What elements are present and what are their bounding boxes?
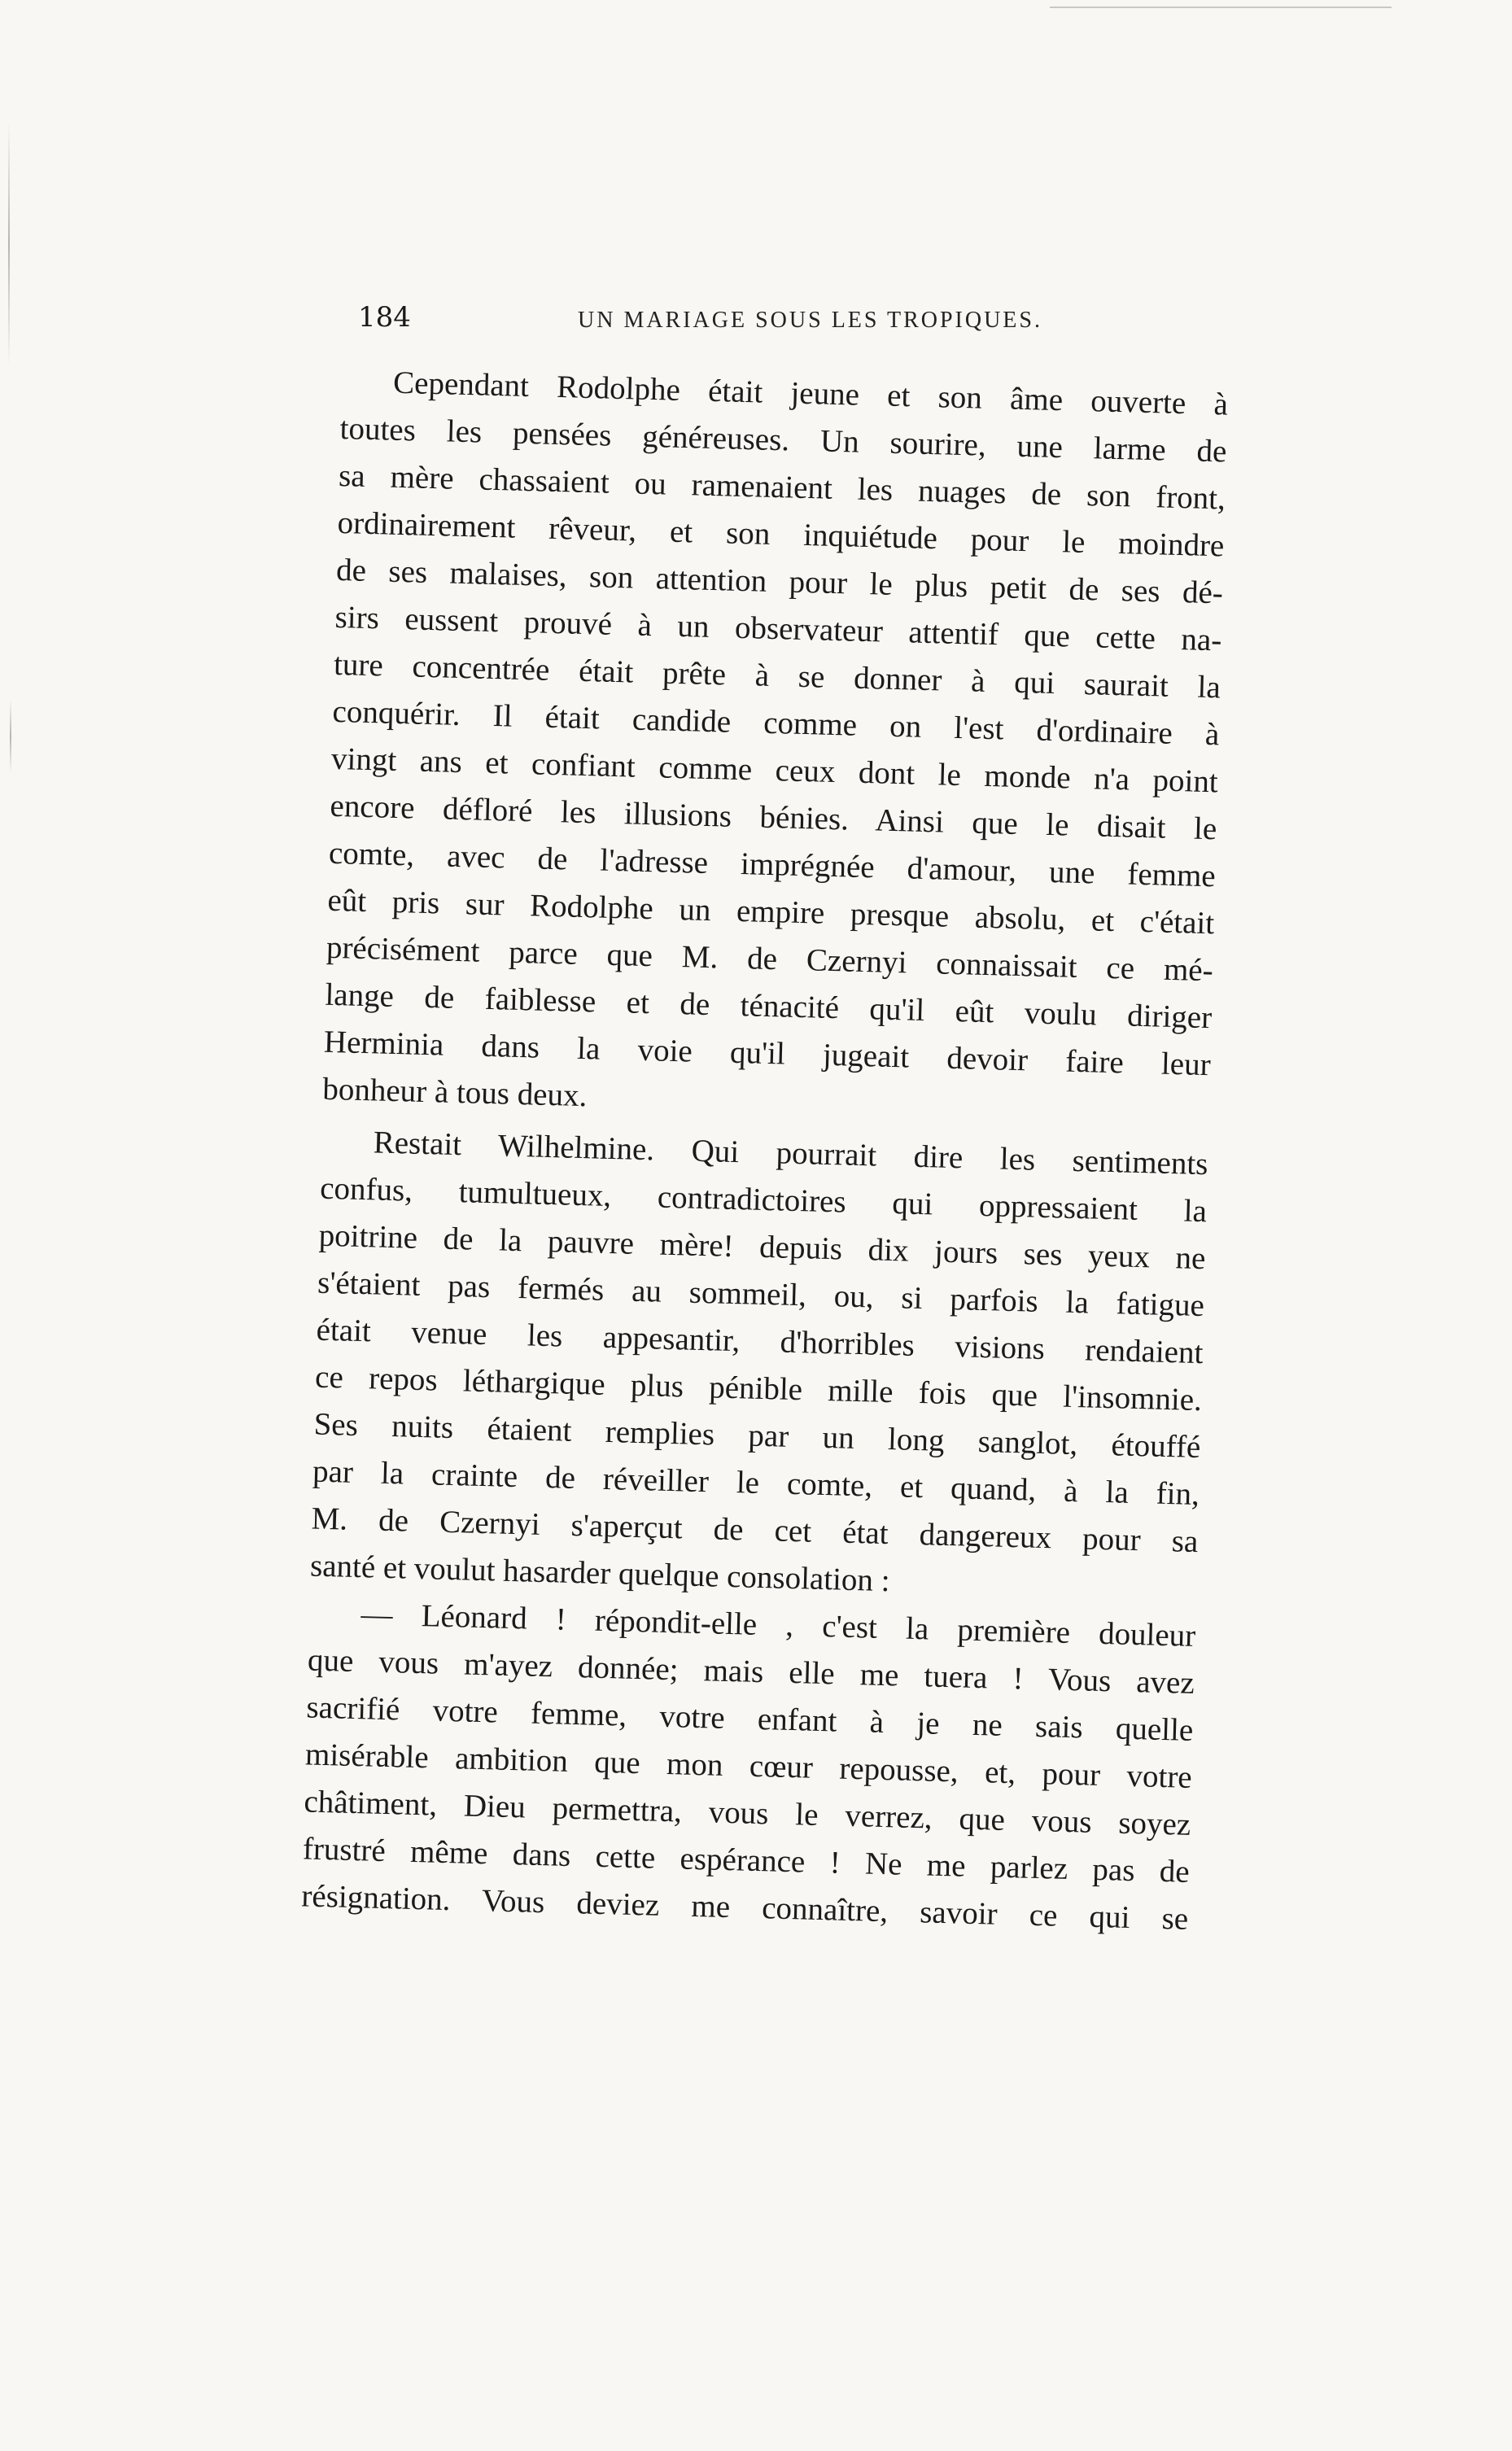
text-line: sacrifié votre femme, votre enfant à je ne sais quelle: [306, 1689, 1194, 1748]
text-line: frustré même dans cette espérance ! Ne me parlez pas de: [302, 1831, 1191, 1890]
body-text: [301, 358, 1229, 1943]
text-line: encore défloré les illusions bénies. Ainsi que le disait le: [330, 788, 1217, 847]
text-line: châtiment, Dieu permettra, vous le verrez, que vous soyez: [303, 1784, 1191, 1842]
text-line: M. de Czernyi s'aperçut de cet état dangereux pour sa: [311, 1501, 1199, 1560]
text-line: de ses malaises, son attention pour le plus petit de ses dé-: [335, 552, 1224, 611]
text-line: que vous m'ayez donnée; mais elle me tuera ! Vous avez: [307, 1642, 1195, 1701]
text-line: — Léonard ! répondit-elle , c'est la première douleur: [361, 1597, 1196, 1654]
text-line: était venue les appesantir, d'horribles visions rendaient: [316, 1312, 1204, 1371]
text-line: misérable ambition que mon cœur repousse, et, pour votre: [304, 1737, 1193, 1795]
text-line: ture concentrée était prête à se donner à qui saurait la: [333, 646, 1221, 706]
left-margin-mark: [8, 122, 10, 366]
text-line: toutes les pensées généreuses. Un sourire, une larme de: [339, 410, 1227, 470]
text-line: ordinairement rêveur, et son inquiétude pour le moindre: [337, 505, 1225, 564]
text-line: Restait Wilhelmine. Qui pourrait dire les sentiments: [373, 1125, 1208, 1182]
text-line: sirs eussent prouvé à un observateur attentif que cette na-: [334, 599, 1222, 658]
text-line: poitrine de la pauvre mère! depuis dix jours ses yeux ne: [318, 1217, 1206, 1277]
text-line: bonheur à tous deux.: [321, 1071, 588, 1114]
text-line: lange de faiblesse et de ténacité qu'il eût voulu diriger: [324, 976, 1213, 1036]
top-edge-mark: [1050, 7, 1392, 8]
text-line: santé et voulut hasarder quelque consolation :: [309, 1548, 891, 1599]
text-line: sa mère chassaient ou ramenaient les nuages de son front,: [338, 457, 1226, 517]
text-line: eût pris sur Rodolphe un empire presque absolu, et c'était: [326, 882, 1215, 942]
page-header: [358, 301, 1237, 350]
text-line: Herminia dans la voie qu'il jugeait devoir faire leur: [323, 1024, 1212, 1083]
text-line: vingt ans et confiant comme ceux dont le monde n'a point: [330, 741, 1219, 800]
text-line: confus, tumultueux, contradictoires qui oppressaient la: [319, 1170, 1208, 1230]
left-margin-mark-lower: [10, 700, 11, 773]
running-head: UN MARIAGE SOUS LES TROPIQUES.: [578, 308, 1042, 333]
text-line: comte, avec de l'adresse imprégnée d'amour, une femme: [328, 835, 1217, 894]
text-line: s'étaient pas fermés au sommeil, ou, si parfois la fatigue: [317, 1265, 1205, 1324]
text-line: Ses nuits étaient remplies par un long sanglot, étouffé: [313, 1406, 1201, 1466]
text-line: Cependant Rodolphe était jeune et son âme ouverte à: [392, 365, 1229, 422]
text-line: par la crainte de réveiller le comte, et quand, à la fin,: [312, 1453, 1200, 1513]
page-number: 184: [358, 301, 411, 334]
text-line: précisément parce que M. de Czernyi connaissait ce mé-: [326, 929, 1214, 989]
text-line: conquérir. Il était candide comme on l'est d'ordinaire à: [332, 693, 1220, 753]
text-line: résignation. Vous deviez me connaître, savoir ce qui se: [300, 1878, 1189, 1937]
text-line: ce repos léthargique plus pénible mille fois que l'insomnie.: [314, 1359, 1203, 1418]
